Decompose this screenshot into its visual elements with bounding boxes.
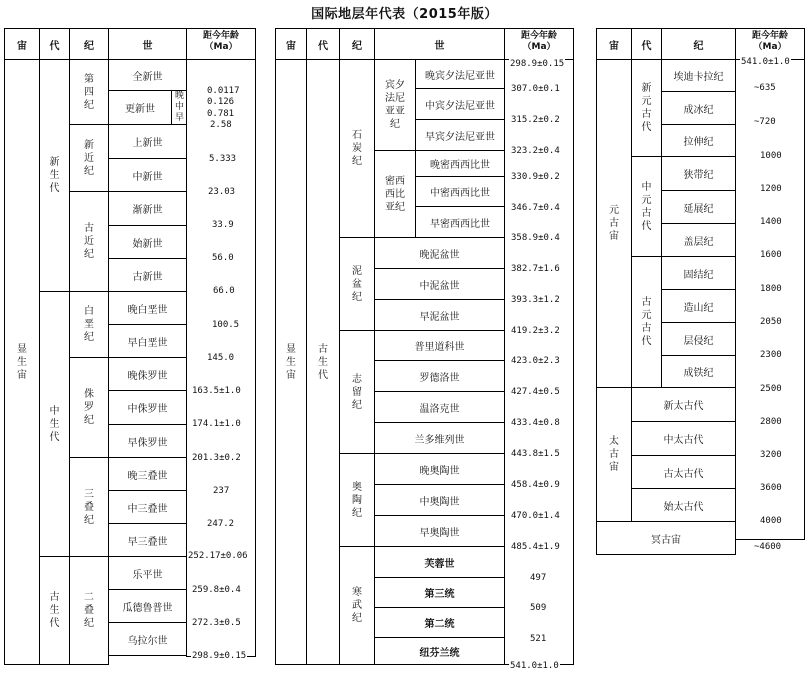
age-value: 298.9±0.15	[510, 59, 565, 69]
age-value: 541.0±1.0	[741, 57, 790, 67]
epoch-late-jurassic: 晚侏罗世	[108, 357, 187, 391]
epoch-pliocene: 上新世	[108, 124, 187, 159]
age-value: 259.8±0.4	[192, 585, 241, 595]
eon-label: 显生宙	[17, 343, 27, 381]
period-jurassic	[69, 357, 109, 458]
age-value: 358.9±0.4	[511, 233, 560, 243]
epoch-series-2: 第二统	[374, 607, 505, 638]
header-period: 纪	[69, 28, 109, 60]
subperiod-label: 宾夕法尼亚亚纪	[385, 80, 405, 130]
age-value: 2800	[760, 417, 782, 427]
age-value: 4000	[760, 516, 782, 526]
page-title: 国际地层年代表（2015年版）	[311, 7, 498, 22]
period-quaternary	[69, 59, 109, 125]
era-neoarchean: 新太古代	[631, 387, 736, 422]
header-era: 代	[631, 28, 662, 60]
age-value: 2050	[760, 317, 782, 327]
header-era: 代	[306, 28, 340, 60]
header-period: 纪	[661, 28, 736, 60]
epoch-early-mississippian: 早密西西比世	[415, 206, 505, 238]
age-value: 1600	[760, 250, 782, 260]
age-value: 307.0±0.1	[511, 84, 560, 94]
period-label: 奥陶纪	[352, 481, 362, 519]
epoch-ludlow: 罗德洛世	[374, 360, 505, 392]
age-value: 330.9±0.2	[511, 172, 560, 182]
age-value: 272.3±0.5	[192, 618, 241, 628]
eon-archean	[596, 387, 632, 522]
epoch-middle-ordovician: 中奥陶世	[374, 484, 505, 516]
era-label: 古生代	[318, 343, 328, 381]
era-label: 古生代	[49, 592, 60, 629]
subperiod-mississippian	[374, 150, 416, 238]
age-value: 201.3±0.2	[192, 453, 241, 463]
subperiod-pennsylvanian	[374, 59, 416, 151]
age-value: 423.0±2.3	[511, 356, 560, 366]
epoch-paleocene: 古新世	[108, 258, 187, 292]
era-label: 中生代	[49, 405, 60, 443]
age-value: 100.5	[212, 320, 240, 330]
age-value: 323.2±0.4	[511, 146, 560, 156]
age-value: 23.03	[208, 187, 236, 197]
period-devonian	[339, 237, 375, 331]
age-value: 298.9±0.15	[192, 651, 247, 661]
epoch-oligocene: 渐新世	[108, 191, 187, 226]
age-value: 346.7±0.4	[511, 203, 560, 213]
epoch-early-ordovician: 早奥陶世	[374, 515, 505, 547]
period-statherian: 固结纪	[661, 256, 736, 290]
epoch-middle-triassic: 中三叠世	[108, 490, 187, 524]
epoch-late-pennsylvanian: 晚宾夕法尼亚世	[415, 59, 505, 89]
eon-label: 太古宙	[609, 436, 619, 473]
epoch-middle-jurassic: 中侏罗世	[108, 390, 187, 425]
header-age-line2: （Ma）	[522, 42, 556, 52]
period-paleogene	[69, 191, 109, 292]
period-orosirian: 造山纪	[661, 289, 736, 323]
age-value: ~720	[754, 117, 776, 127]
period-cretaceous	[69, 291, 109, 358]
epoch-middle-mississippian: 中密西西比世	[415, 176, 505, 207]
age-value: 1400	[760, 217, 782, 227]
age-value: 497	[530, 573, 547, 583]
age-value: 1200	[760, 184, 782, 194]
period-label: 第四纪	[84, 73, 94, 111]
age-value: 485.4±1.9	[511, 542, 560, 552]
period-silurian	[339, 330, 375, 454]
era-neoproterozoic	[631, 59, 662, 157]
era-mesoproterozoic	[631, 156, 662, 257]
age-value: 33.9	[212, 220, 234, 230]
epoch-late-devonian: 晚泥盆世	[374, 237, 505, 269]
period-siderian: 成铁纪	[661, 355, 736, 388]
age-value: 0.781	[207, 109, 235, 119]
age-value: 521	[530, 634, 547, 644]
epoch-lopingian: 乐平世	[108, 556, 187, 590]
period-stenian: 狭带纪	[661, 156, 736, 191]
header-eon: 宙	[596, 28, 632, 60]
epoch-middle-pennsylvanian: 中宾夕法尼亚世	[415, 88, 505, 120]
age-value: 2300	[760, 350, 782, 360]
header-period: 纪	[339, 28, 375, 60]
age-value: 541.0±1.0	[510, 661, 559, 671]
epoch-furongian: 芙蓉世	[374, 546, 505, 578]
period-neogene	[69, 124, 109, 192]
age-value: 66.0	[213, 286, 235, 296]
age-value: 443.8±1.5	[511, 449, 560, 459]
period-triassic	[69, 457, 109, 557]
eon-label: 显生宙	[286, 343, 296, 381]
period-ediacaran: 埃迪卡拉纪	[661, 59, 736, 92]
age-value: 5.333	[209, 154, 237, 164]
epoch-late-mississippian: 晚密西西比世	[415, 150, 505, 177]
era-label: 中元古代	[641, 181, 652, 232]
subperiod-label: 密西西比亚纪	[385, 175, 405, 213]
epoch-eocene: 始新世	[108, 225, 187, 259]
epoch-late-triassic: 晚三叠世	[108, 457, 187, 491]
age-value: 3600	[760, 483, 782, 493]
pleistocene-early: 早	[174, 113, 184, 123]
era-label: 新生代	[49, 157, 60, 194]
header-age	[735, 28, 805, 60]
epoch-llandovery: 兰多维列世	[374, 422, 505, 454]
header-epoch: 世	[108, 28, 187, 60]
period-tonian: 拉伸纪	[661, 124, 736, 157]
period-rhyacian: 层侵纪	[661, 322, 736, 356]
period-label: 二叠纪	[84, 592, 94, 629]
age-value: 315.2±0.2	[511, 115, 560, 125]
period-label: 泥盆纪	[352, 265, 362, 303]
eon-hadean: 冥古宙	[596, 521, 736, 555]
epoch-early-jurassic: 早侏罗世	[108, 424, 187, 458]
age-value: 382.7±1.6	[511, 264, 560, 274]
pleistocene-late: 晚	[174, 91, 184, 101]
epoch-early-devonian: 早泥盆世	[374, 299, 505, 331]
age-column	[735, 59, 805, 540]
age-value: 163.5±1.0	[192, 386, 241, 396]
header-age-line2: （Ma）	[753, 42, 787, 52]
period-label: 白垩纪	[84, 306, 94, 343]
epoch-early-pennsylvanian: 早宾夕法尼亚世	[415, 119, 505, 151]
age-value: 252.17±0.06	[188, 551, 248, 561]
header-age-line1: 距今年龄	[520, 31, 557, 41]
age-value: 0.126	[207, 97, 235, 107]
age-value: 0.0117	[207, 86, 240, 96]
period-cambrian	[339, 546, 375, 665]
period-calymmian: 盖层纪	[661, 223, 736, 257]
header-age-line2: （Ma）	[204, 42, 238, 52]
period-ordovician	[339, 453, 375, 547]
age-value: 1000	[760, 151, 782, 161]
period-permian	[69, 556, 109, 665]
age-value: 2500	[760, 384, 782, 394]
era-paleoproterozoic	[631, 256, 662, 388]
epoch-wenlock: 温洛克世	[374, 391, 505, 423]
epoch-guadalupian: 瓜德鲁普世	[108, 589, 187, 623]
period-label: 侏罗纪	[84, 389, 94, 426]
era-paleozoic	[306, 59, 340, 665]
epoch-pleistocene	[108, 90, 187, 125]
age-value: 509	[530, 603, 547, 613]
epoch-late-ordovician: 晚奥陶世	[374, 453, 505, 485]
era-paleoarchean: 古太古代	[631, 455, 736, 489]
era-mesoarchean: 中太古代	[631, 421, 736, 456]
period-ectasian: 延展纪	[661, 190, 736, 224]
epoch-early-triassic: 早三叠世	[108, 523, 187, 557]
age-value: 2.58	[210, 120, 232, 130]
period-carboniferous	[339, 59, 375, 238]
age-value: 247.2	[207, 519, 235, 529]
pleistocene-subdivisions	[171, 91, 187, 124]
epoch-pridoli: 普里道科世	[374, 330, 505, 361]
header-eon: 宙	[4, 28, 40, 60]
header-age-line1: 距今年龄	[202, 31, 239, 41]
age-value: 419.2±3.2	[511, 326, 560, 336]
age-value: 3200	[760, 450, 782, 460]
age-value: 56.0	[212, 253, 234, 263]
eon-phanerozoic	[275, 59, 307, 665]
eon-phanerozoic	[4, 59, 40, 665]
epoch-holocene: 全新世	[108, 59, 187, 91]
age-value: 427.4±0.5	[511, 387, 560, 397]
eon-proterozoic	[596, 59, 632, 388]
epoch-label: 更新世	[125, 104, 155, 115]
period-label: 志留纪	[352, 373, 362, 411]
era-mesozoic	[39, 291, 70, 557]
eon-label: 元古宙	[609, 205, 619, 242]
epoch-miocene: 中新世	[108, 158, 187, 192]
era-eoarchean: 始太古代	[631, 488, 736, 522]
header-epoch: 世	[374, 28, 505, 60]
header-age	[186, 28, 256, 60]
header-age-line1: 距今年龄	[751, 31, 788, 41]
epoch-terreneuvian: 纽芬兰统	[374, 637, 505, 665]
age-value: ~635	[754, 83, 776, 93]
age-value: ~4600	[754, 542, 782, 552]
age-value: 145.0	[207, 353, 235, 363]
header-era: 代	[39, 28, 70, 60]
epoch-late-cretaceous: 晚白垩世	[108, 291, 187, 325]
header-eon: 宙	[275, 28, 307, 60]
period-label: 新近纪	[84, 139, 94, 177]
age-value: 470.0±1.4	[511, 511, 560, 521]
period-cryogenian: 成冰纪	[661, 91, 736, 125]
age-value: 1800	[760, 284, 782, 294]
age-value: 433.4±0.8	[511, 418, 560, 428]
age-value: 393.3±1.2	[511, 295, 560, 305]
epoch-early-cretaceous: 早白垩世	[108, 324, 187, 358]
age-value: 458.4±0.9	[511, 480, 560, 490]
epoch-cisuralian: 乌拉尔世	[108, 622, 187, 656]
pleistocene-middle: 中	[174, 102, 184, 112]
age-value: 174.1±1.0	[192, 419, 241, 429]
epoch-series-3: 第三统	[374, 577, 505, 608]
era-label: 新元古代	[641, 83, 652, 133]
period-label: 古近纪	[84, 223, 94, 260]
header-age	[504, 28, 574, 60]
era-label: 古元古代	[641, 297, 652, 347]
era-cenozoic	[39, 59, 70, 292]
period-label: 石炭纪	[352, 130, 362, 167]
age-value: 237	[213, 486, 230, 496]
period-label: 三叠纪	[84, 488, 94, 526]
period-label: 寒武纪	[352, 587, 362, 624]
epoch-middle-devonian: 中泥盆世	[374, 268, 505, 300]
era-paleozoic	[39, 556, 70, 665]
